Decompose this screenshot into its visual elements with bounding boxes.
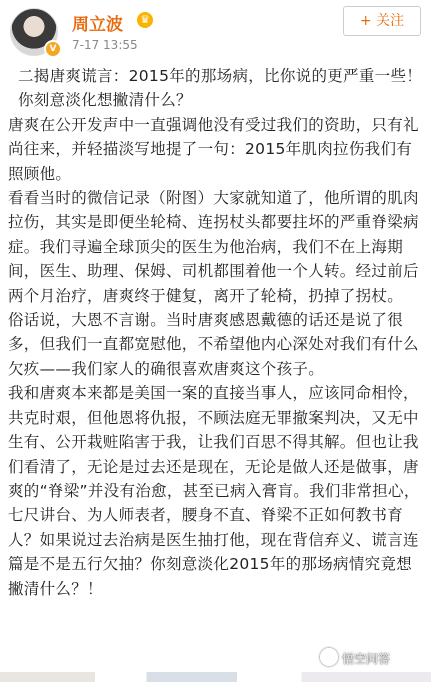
post-paragraph: 二揭唐爽谎言：2015年的那场病，比你说的更严重一些！你刻意淡化想撇清什么？ bbox=[18, 67, 423, 110]
verified-v-icon: V bbox=[44, 40, 62, 58]
watermark-text: 悟空问答 bbox=[342, 652, 391, 666]
image-thumbnail-strip[interactable] bbox=[0, 672, 431, 682]
post-body bbox=[8, 64, 424, 601]
post-paragraph: 俗话说，大恩不言谢。当时唐爽感恩戴德的话还是说了很多，但我们一直都宽慰他，不希望他内心深处对我们有什么欠疚——我们家人的确很喜欢唐爽这个孩子。 bbox=[8, 311, 419, 378]
follow-button[interactable]: + 关注 bbox=[343, 6, 421, 36]
author-name[interactable]: 周立波 bbox=[72, 15, 123, 35]
post-time: 7-17 13:55 bbox=[72, 38, 138, 52]
post-paragraph: 唐爽在公开发声中一直强调他没有受过我们的资助，只有礼尚往来，并轻描淡写地提了一句：2015年肌肉拉伤我们有照顾他。 bbox=[8, 115, 419, 183]
post-paragraph: 我和唐爽本来都是美国一案的直接当事人，应该同命相怜，共克时艰，但他恩将仇报，不顾法庭无罪撤案判决，又无中生有、公开栽赃陷害于我，让我们百思不得其解。但也让我们看清了，无论是过去还是现在，无论是做人还是做事，唐爽的“脊梁”并没有治愈，甚至已病入膏肓。我们非常担心，七尺讲台、为人师表者，腰身不直、脊梁不正如何教书育人？如果说过去治病是医生抽打他，现在背信弃义、谎言连篇是不是五行欠抽？你刻意淡化2015年的那场病情究竟想撇清什么？！ bbox=[8, 384, 420, 598]
post-header bbox=[0, 0, 431, 64]
wukong-logo-icon bbox=[320, 648, 338, 666]
watermark bbox=[320, 648, 390, 667]
crown-icon: ♛ bbox=[137, 12, 153, 28]
post-paragraph: 看看当时的微信记录（附图）大家就知道了，他所谓的肌肉拉伤，其实是即便坐轮椅、连拐杖头都要拄坏的严重脊梁病症。我们寻遍全球顶尖的医生为他治病，我们不在上海期间，医生、助理、保姆、司机都围着他一个人转。经过前后两个月治疗，唐爽终于健复，离开了轮椅，扔掉了拐杖。 bbox=[8, 189, 419, 305]
